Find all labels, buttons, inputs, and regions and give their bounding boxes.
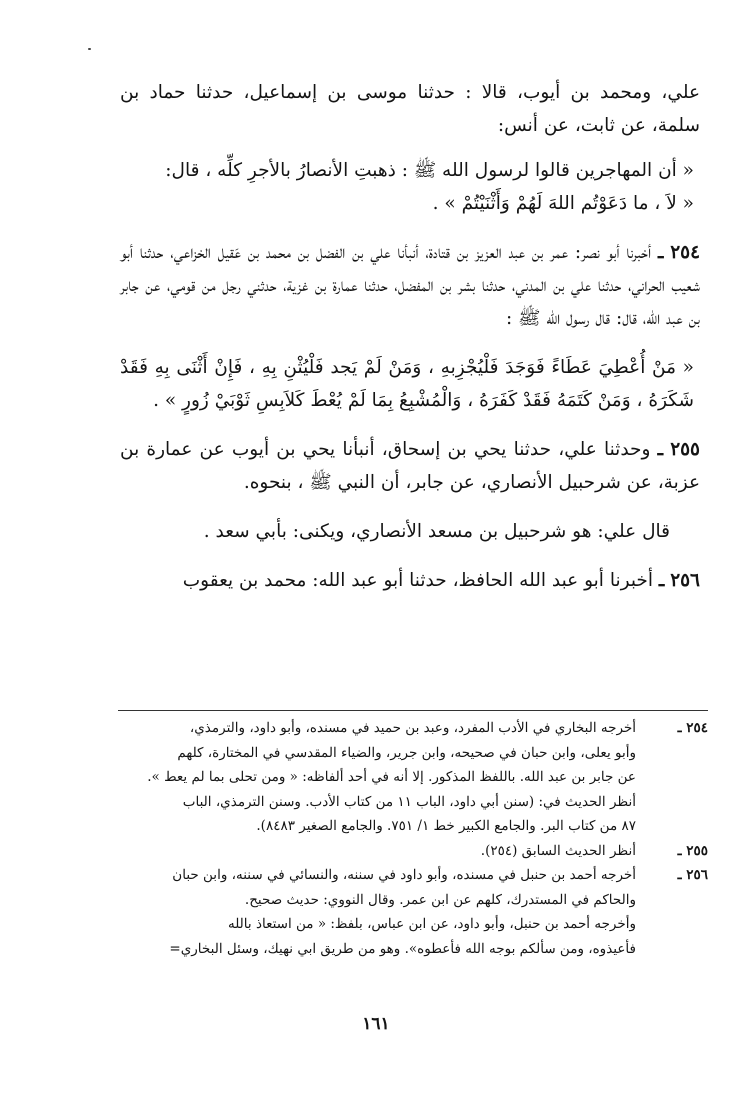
footnote-256 (118, 863, 708, 961)
quote-line: « لاَ ، ما دَعَوْتُم اللهَ لَهُمْ وَأَثْنَيْتُمْ » . (432, 193, 694, 214)
page-number: ١٦١ (362, 1014, 390, 1034)
footnote-text (118, 839, 636, 864)
dash: ـ (657, 242, 664, 263)
footnote-text (118, 863, 636, 961)
narrator-note: قال علي: هو شرحبيل بن مسعد الأنصاري، ويكنى: بأبي سعد . (203, 521, 670, 542)
footnote-254 (118, 716, 708, 839)
quote-line: « أن المهاجرين قالوا لرسول الله ﷺ : ذهبتِ الأنصارُ بالأجرِ كلِّه ، قال: (165, 160, 694, 181)
footnote-number: ٢٥٥ ـ (677, 842, 708, 859)
paragraph-continuation: علي، ومحمد بن أيوب، قالا : حدثنا موسى بن إسماعيل، حدثنا حماد بن سلمة، عن ثابت، عن أنس: (120, 82, 700, 136)
prophetic-quote: « مَنْ أُعْطِيَ عَطَاءً فَوَجَدَ فَلْيُجْزِبهِ ، وَمَنْ لَمْ يَجد فَلْيُثْنِ بِهِ ، فَإِنْ أَثْنَى بِهِ فَقَدْ شَكَرَهُ ، وَمَنْ كَتَمَهُ فَقَدْ كَفَرَهُ ، وَالْمُشْبِعُ بِمَا لَمْ يُعْطَ كَلاَبِسِ ثَوْبَيْ زُورٍ » . (120, 357, 694, 411)
hadith-number: ٢٥٦ (670, 570, 700, 591)
dash: ـ (657, 439, 664, 460)
footnote-line: أنظر الحديث في: (سنن أبي داود، الباب ١١ من كتاب الأدب. وسنن الترمذي، الباب (182, 793, 636, 810)
footnote-number: ٢٥٦ ـ (677, 867, 708, 883)
footnote-line: عن جابر بن عبد الله. باللفظ المذكور. إلا أنه في أحد ألفاظه: « ومن تحلى بما لم يعط ». (147, 769, 636, 785)
hadith-number: ٢٥٤ (670, 242, 701, 263)
footnote-line: وأخرجه أحمد بن حنبل، وأبو داود، عن ابن عباس، بلفظ: « من استعاذ بالله (227, 916, 636, 932)
footnote-line: أخرجه أحمد بن حنبل في مسنده، وأبو داود في سننه، والنسائي في سننه، وابن حبان (172, 867, 636, 883)
hadith-text: أخبرنا أبو نصر: عمر بن عبد العزيز بن قتادة، أنبأنا علي بن الفضل بن محمد بن عَقيل الخزاعي، حدثنا أبو شعيب الحراني، حدثنا علي بن المدني، حدثنا بشر بن المفضل، حدثنا عمارة بن غزية، حدثني رجل من قومي، عن جابر بن عبد الله، قال: قال رسول الله ﷺ : (120, 242, 700, 329)
footnote-255 (118, 839, 708, 864)
footnote-line: والحاكم في المستدرك، كلهم عن ابن عمر. وقال النووي: حديث صحيح. (244, 891, 636, 908)
hadith-text: وحدثنا علي، حدثنا يحي بن إسحاق، أنبأنا يحي بن أيوب عن عمارة بن عزبة، عن شرحبيل الأنصاري، عن جابر، أن النبي ﷺ ، بنحوه. (120, 439, 700, 493)
footnote-line: فأعيذوه، ومن سألكم بوجه الله فأعطوه». وهو من طريق ابي نهيك، وسئل البخاري= (169, 940, 636, 957)
hadith-256 (120, 564, 700, 597)
hadith-text: أخبرنا أبو عبد الله الحافظ، حدثنا أبو عبد الله: محمد بن يعقوب (182, 570, 653, 591)
hadith-number: ٢٥٥ (670, 439, 700, 460)
margin-speck (88, 48, 91, 50)
hadith-254 (120, 236, 700, 335)
hadith-255 (120, 433, 700, 499)
footnote-line: وأبو يعلى، وابن حبان في صحيحه، وابن جرير، والضياء المقدسي في المختارة، كلهم (177, 744, 636, 761)
dash: ـ (658, 570, 665, 591)
footnote-number: ٢٥٤ ـ (677, 720, 708, 736)
footnote-line: أنظر الحديث السابق (٢٥٤). (480, 842, 636, 859)
footnote-line: ٨٧ من كتاب البر. والجامع الكبير خط ١/ ٧٥١. والجامع الصغير ٨٤٨٣). (256, 818, 636, 834)
footnote-line: أخرجه البخاري في الأدب المفرد، وعبد بن حميد في مسنده، وأبو داود، والترمذي، (189, 720, 636, 736)
footnotes (118, 716, 708, 961)
footnote-text (118, 716, 636, 839)
footnote-divider (118, 710, 708, 711)
main-text (120, 76, 700, 613)
